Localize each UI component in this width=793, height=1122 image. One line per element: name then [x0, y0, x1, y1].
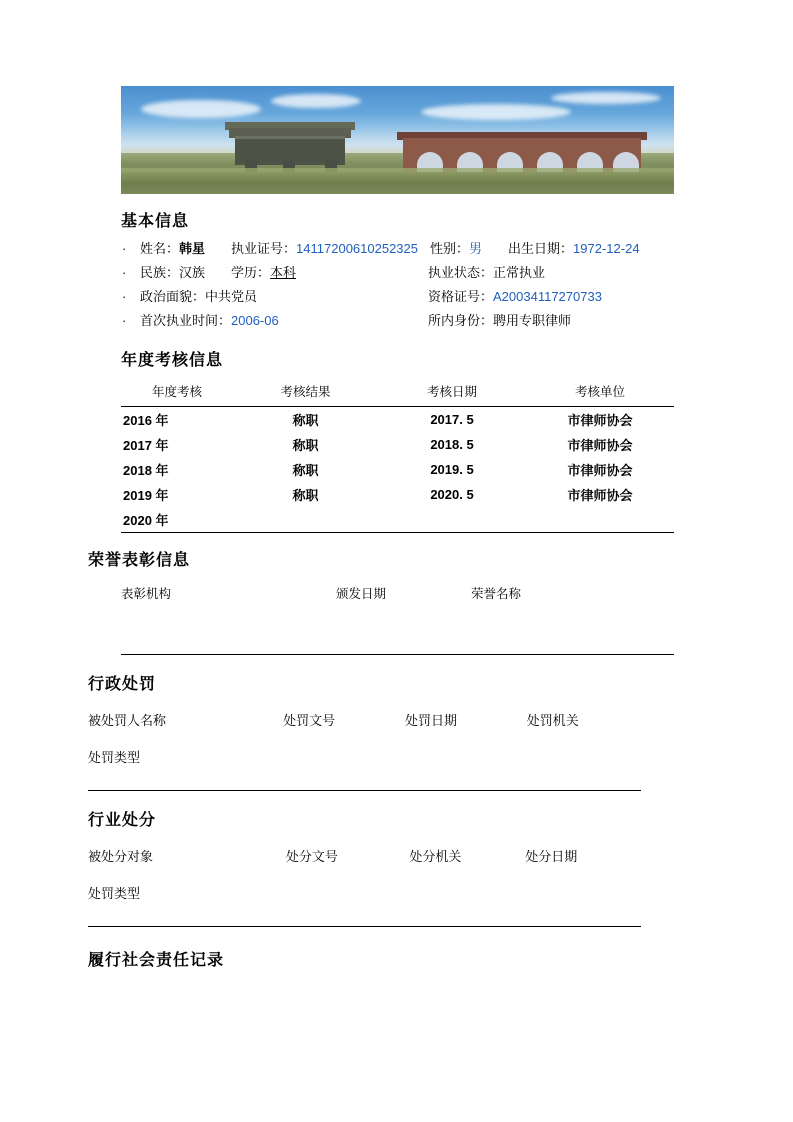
qualification-no-label: 资格证号：: [428, 289, 494, 304]
birthdate-label: 出生日期：: [508, 241, 574, 256]
bullet-icon: ·: [122, 265, 127, 280]
ethnicity-value: 汉族: [179, 265, 206, 280]
cell-year: 2020 年: [121, 507, 233, 533]
cell-year: 2017 年: [123, 438, 169, 453]
table-row: [121, 407, 674, 433]
cloud-shape: [271, 94, 361, 108]
education-label: 学历：: [231, 265, 271, 280]
cloud-shape: [551, 92, 661, 104]
section-divider: [121, 654, 674, 655]
col-header-awarding-body: 表彰机构: [121, 587, 172, 601]
col-header-penalty-authority: 处罚机关: [526, 713, 579, 728]
social-responsibility-empty-body: [88, 976, 688, 1010]
name-value: 韩星: [179, 241, 206, 256]
qualification-no-value: A20034117270733: [493, 289, 602, 304]
cell-result: 称职: [292, 488, 319, 503]
section-title-basic-info: 基本信息: [121, 213, 190, 230]
practice-status-label: 执业状态：: [428, 265, 494, 280]
cell-result: [233, 507, 378, 533]
ethnicity-label: 民族：: [140, 265, 180, 280]
table-header-row-2: [88, 869, 641, 926]
document-content: [88, 86, 688, 1010]
basic-info-row: [88, 237, 688, 261]
cell-date: 2020. 5: [430, 487, 474, 502]
cell-date: 2019. 5: [430, 462, 474, 477]
table-row: [121, 432, 674, 457]
section-title-honors: 荣誉表彰信息: [88, 552, 191, 569]
section-title-annual-review: 年度考核信息: [121, 352, 224, 369]
cell-unit: 市律师协会: [567, 438, 633, 453]
firm-role-cell: [428, 309, 571, 333]
industry-sanction-table: [88, 836, 641, 926]
basic-info-list: [88, 237, 688, 333]
table-header-row: [121, 576, 674, 608]
cell-unit: 市律师协会: [567, 488, 633, 503]
section-divider: [88, 926, 641, 927]
qualification-no-cell: [428, 285, 602, 309]
section-title-admin-penalty: 行政处罚: [88, 676, 157, 693]
cell-unit: 市律师协会: [567, 463, 633, 478]
license-no-label: 执业证号：: [231, 241, 297, 256]
first-practice-value: 2006-06: [231, 313, 279, 328]
table-row: [121, 507, 674, 533]
first-practice-label: 首次执业时间：: [140, 313, 232, 328]
bullet-icon: ·: [122, 313, 127, 328]
education-value: 本科: [270, 265, 297, 280]
section-divider: [88, 790, 641, 791]
bullet-icon: ·: [122, 241, 127, 256]
cell-result: 称职: [292, 438, 319, 453]
admin-penalty-table: [88, 700, 641, 790]
name-label: 姓名：: [140, 241, 180, 256]
col-header-honor-name: 荣誉名称: [471, 587, 522, 601]
practice-status-cell: [428, 261, 545, 285]
basic-info-row: [88, 285, 688, 309]
cell-date: 2017. 5: [430, 412, 474, 427]
col-header-penalty-type: 处罚类型: [88, 750, 141, 765]
license-no-value: 14117200610252325: [296, 241, 418, 256]
table-row: [121, 457, 674, 482]
annual-review-table: [121, 376, 674, 533]
cell-result: 称职: [292, 413, 319, 428]
cell-year: 2019 年: [123, 488, 169, 503]
col-header-award-date: 颁发日期: [336, 587, 387, 601]
cell-result: 称职: [292, 463, 319, 478]
gender-value: 男: [469, 241, 483, 256]
table-header-row: [88, 700, 641, 733]
practice-status-value: 正常执业: [493, 265, 546, 280]
ground-strip: [121, 172, 674, 194]
col-header-date: 考核日期: [378, 376, 526, 407]
cloud-shape: [421, 104, 571, 120]
col-header-penalty-type: 处罚类型: [88, 886, 141, 901]
col-header-year: 年度考核: [121, 376, 233, 407]
section-title-industry-sanction: 行业处分: [88, 812, 157, 829]
col-header-sanctioned-subject: 被处分对象: [88, 849, 154, 864]
gender-label: 性别：: [430, 241, 470, 256]
profile-banner-image: [121, 86, 674, 194]
bullet-icon: ·: [122, 289, 127, 304]
col-header-punished-name: 被处罚人名称: [88, 713, 167, 728]
table-header-row-2: [88, 733, 641, 790]
section-title-social-responsibility: 履行社会责任记录: [88, 952, 225, 969]
political-status-label: 政治面貌：: [140, 289, 206, 304]
col-header-sanction-date: 处分日期: [525, 849, 578, 864]
col-header-penalty-date: 处罚日期: [404, 713, 457, 728]
cloud-shape: [141, 100, 261, 118]
political-status-value: 中共党员: [205, 289, 258, 304]
col-header-sanction-doc-no: 处分文号: [285, 849, 338, 864]
col-header-penalty-doc-no: 处罚文号: [283, 713, 336, 728]
cell-year: 2016 年: [123, 413, 169, 428]
col-header-result: 考核结果: [233, 376, 378, 407]
cell-date: 2018. 5: [430, 437, 474, 452]
table-row: [121, 482, 674, 507]
birthdate-value: 1972-12-24: [573, 241, 640, 256]
col-header-sanction-authority: 处分机关: [409, 849, 462, 864]
honors-empty-body: [121, 608, 674, 654]
firm-role-value: 聘用专职律师: [493, 313, 572, 328]
table-header-row: [88, 836, 641, 869]
cell-unit: 市律师协会: [567, 413, 633, 428]
basic-info-row: [88, 309, 688, 333]
firm-role-label: 所内身份：: [428, 313, 494, 328]
cell-unit: [526, 507, 674, 533]
col-header-unit: 考核单位: [526, 376, 674, 407]
basic-info-row: [88, 261, 688, 285]
cell-date: [378, 507, 526, 533]
table-header-row: [121, 376, 674, 407]
cell-year: 2018 年: [123, 463, 169, 478]
honors-table: [121, 576, 674, 654]
